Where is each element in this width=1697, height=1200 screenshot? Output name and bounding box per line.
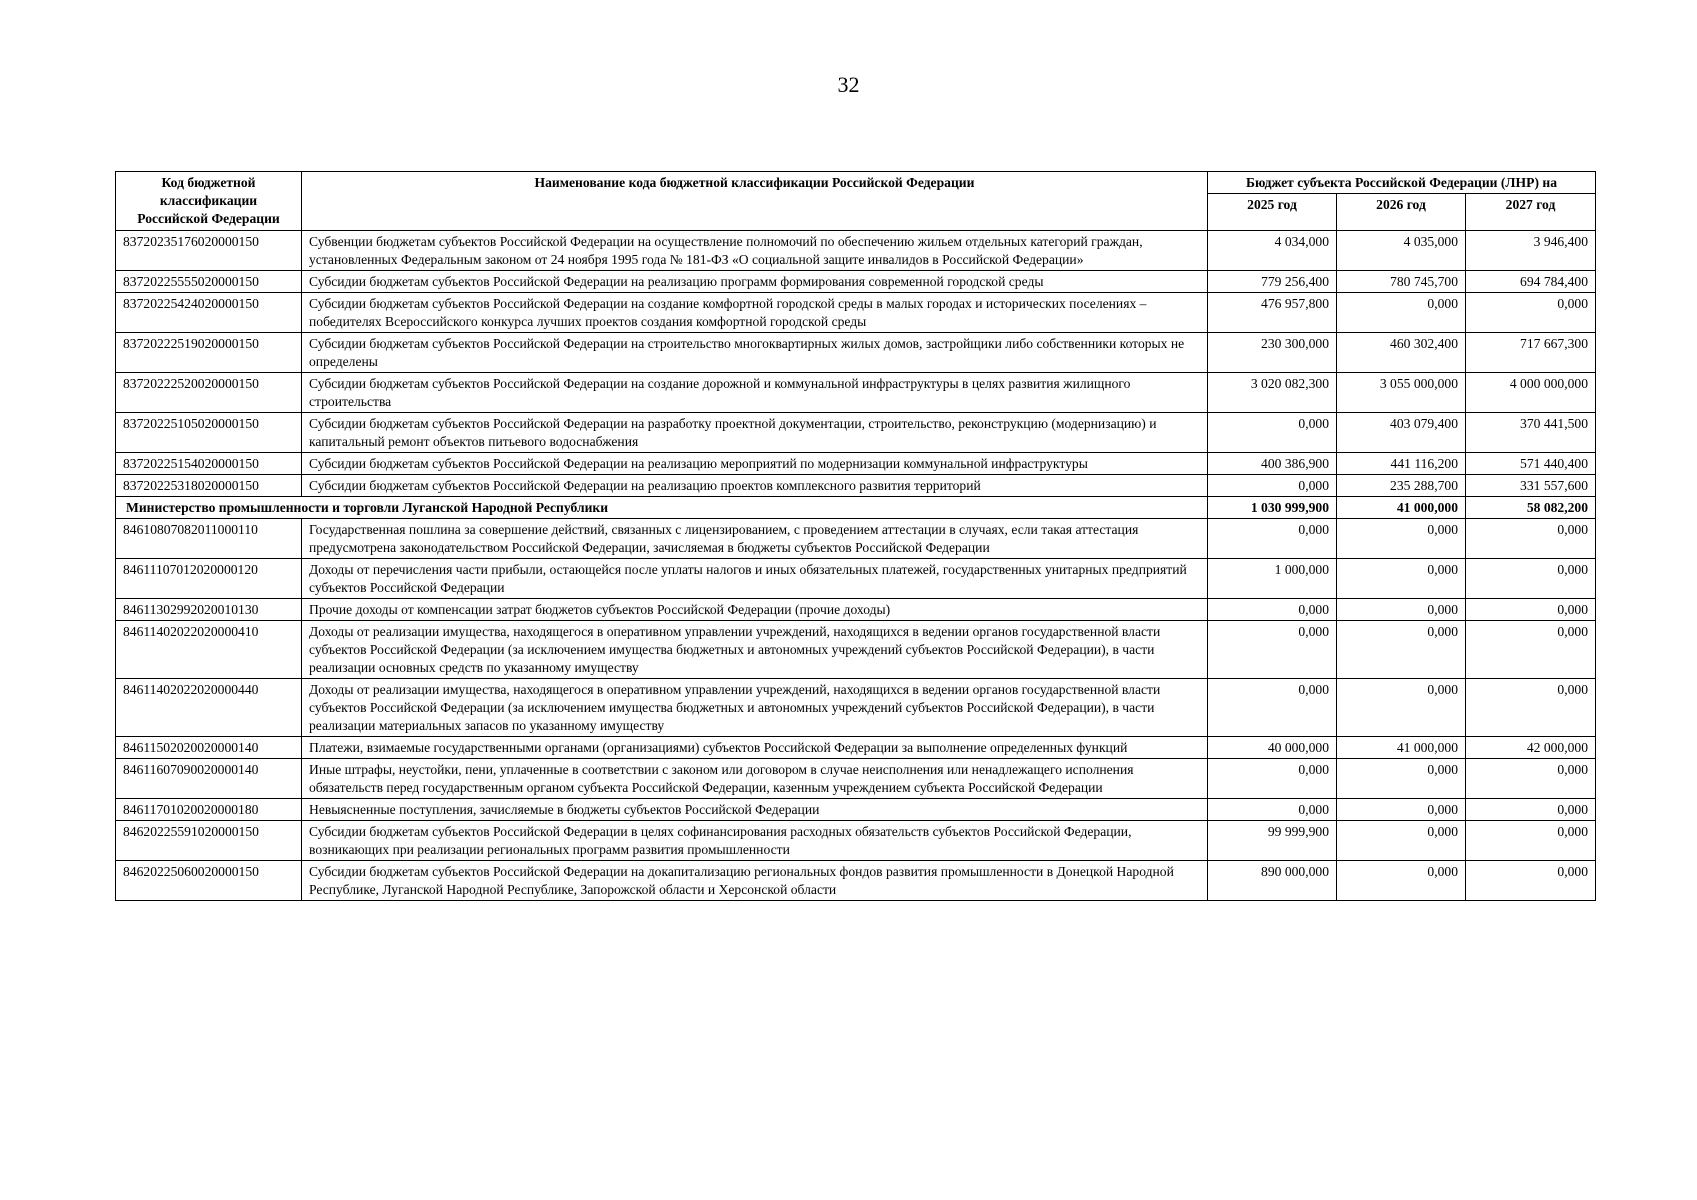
amount-2025: 0,000 [1208,519,1337,559]
code-description: Субсидии бюджетам субъектов Российской Федерации на строительство многоквартирных жилых домов, застройщики либо собственники которых не определены [302,333,1208,373]
amount-2027: 0,000 [1466,621,1596,679]
amount-2025: 1 000,000 [1208,559,1337,599]
code-description: Субсидии бюджетам субъектов Российской Федерации на разработку проектной документации, строительство, реконструкцию (модернизацию) и капитальный ремонт объектов питьевого водоснабжения [302,413,1208,453]
amount-2025: 400 386,900 [1208,453,1337,475]
amount-2027: 717 667,300 [1466,333,1596,373]
amount-2027: 0,000 [1466,559,1596,599]
code-description: Доходы от реализации имущества, находящегося в оперативном управлении учреждений, находящихся в ведении органов государственной власти субъектов Российской Федерации (за исключением имущества бюджетных и автономных учреждений субъектов Российской Федерации), в части реализации основных средств по указанному имуществу [302,621,1208,679]
amount-2025: 3 020 082,300 [1208,373,1337,413]
code-description: Субсидии бюджетам субъектов Российской Федерации в целях софинансирования расходных обязательств субъектов Российской Федерации, возникающих при реализации региональных программ развития промышленности [302,821,1208,861]
section-name: Министерство промышленности и торговли Луганской Народной Республики [116,497,1208,519]
header-year-2026: 2026 год [1337,194,1466,231]
table-row [116,621,1596,679]
table-row [116,861,1596,901]
code-description: Платежи, взимаемые государственными органами (организациями) субъектов Российской Федерации за выполнение определенных функций [302,737,1208,759]
amount-2026: 0,000 [1337,679,1466,737]
budget-code: 84611502020020000140 [116,737,302,759]
amount-2027: 42 000,000 [1466,737,1596,759]
budget-table [115,171,1596,901]
amount-2027: 0,000 [1466,861,1596,901]
amount-2025: 476 957,800 [1208,293,1337,333]
code-description: Государственная пошлина за совершение действий, связанных с лицензированием, с проведением аттестации в случаях, если такая аттестация предусмотрена законодательством Российской Федерации, зачисляемая в бюджеты субъектов Российской Федерации [302,519,1208,559]
table-row [116,333,1596,373]
amount-2027: 0,000 [1466,293,1596,333]
amount-2025: 0,000 [1208,475,1337,497]
table-row [116,679,1596,737]
code-description: Субсидии бюджетам субъектов Российской Федерации на реализацию проектов комплексного развития территорий [302,475,1208,497]
amount-2026: 41 000,000 [1337,497,1466,519]
table-row [116,737,1596,759]
budget-code: 84610807082011000110 [116,519,302,559]
code-description: Субсидии бюджетам субъектов Российской Федерации на создание комфортной городской среды в малых городах и исторических поселениях – победителях Всероссийского конкурса лучших проектов создания комфортной городской среды [302,293,1208,333]
amount-2026: 0,000 [1337,799,1466,821]
budget-code: 84611701020020000180 [116,799,302,821]
budget-code: 84611402022020000440 [116,679,302,737]
amount-2026: 4 035,000 [1337,231,1466,271]
budget-code: 83720225555020000150 [116,271,302,293]
table-row [116,599,1596,621]
amount-2027: 571 440,400 [1466,453,1596,475]
code-description: Невыясненные поступления, зачисляемые в бюджеты субъектов Российской Федерации [302,799,1208,821]
amount-2026: 460 302,400 [1337,333,1466,373]
code-description: Прочие доходы от компенсации затрат бюджетов субъектов Российской Федерации (прочие доходы) [302,599,1208,621]
amount-2027: 694 784,400 [1466,271,1596,293]
budget-code: 84611402022020000410 [116,621,302,679]
code-description: Иные штрафы, неустойки, пени, уплаченные в соответствии с законом или договором в случае неисполнения или ненадлежащего исполнения обязательств перед государственным органом субъекта Российской Федерации, казенным учреждением субъекта Российской Федерации [302,759,1208,799]
amount-2027: 370 441,500 [1466,413,1596,453]
table-row [116,293,1596,333]
amount-2025: 40 000,000 [1208,737,1337,759]
amount-2027: 0,000 [1466,519,1596,559]
table-row [116,519,1596,559]
page-number: 32 [837,72,860,97]
amount-2026: 0,000 [1337,821,1466,861]
amount-2025: 0,000 [1208,759,1337,799]
amount-2026: 0,000 [1337,293,1466,333]
table-row [116,413,1596,453]
amount-2026: 41 000,000 [1337,737,1466,759]
amount-2025: 0,000 [1208,599,1337,621]
code-description: Субсидии бюджетам субъектов Российской Федерации на реализацию программ формирования современной городской среды [302,271,1208,293]
amount-2026: 403 079,400 [1337,413,1466,453]
table-row [116,821,1596,861]
amount-2027: 58 082,200 [1466,497,1596,519]
code-description: Доходы от перечисления части прибыли, остающейся после уплаты налогов и иных обязательных платежей, государственных унитарных предприятий субъектов Российской Федерации [302,559,1208,599]
amount-2025: 779 256,400 [1208,271,1337,293]
code-description: Доходы от реализации имущества, находящегося в оперативном управлении учреждений, находящихся в ведении органов государственной власти субъектов Российской Федерации (за исключением имущества бюджетных и автономных учреждений субъектов Российской Федерации), в части реализации материальных запасов по указанному имуществу [302,679,1208,737]
amount-2025: 0,000 [1208,679,1337,737]
amount-2025: 0,000 [1208,621,1337,679]
header-code: Код бюджетной классификации Российской Федерации [116,172,302,231]
amount-2027: 4 000 000,000 [1466,373,1596,413]
budget-code: 83720225424020000150 [116,293,302,333]
table-row [116,271,1596,293]
table-row [116,453,1596,475]
budget-code: 84611107012020000120 [116,559,302,599]
header-year-2027: 2027 год [1466,194,1596,231]
budget-code: 83720225318020000150 [116,475,302,497]
amount-2025: 230 300,000 [1208,333,1337,373]
table-row [116,475,1596,497]
table-row [116,373,1596,413]
table-body [116,231,1596,901]
amount-2026: 0,000 [1337,621,1466,679]
amount-2025: 0,000 [1208,799,1337,821]
amount-2027: 331 557,600 [1466,475,1596,497]
budget-code: 83720222519020000150 [116,333,302,373]
amount-2026: 0,000 [1337,861,1466,901]
amount-2025: 99 999,900 [1208,821,1337,861]
amount-2026: 0,000 [1337,759,1466,799]
amount-2026: 0,000 [1337,519,1466,559]
budget-code: 84611607090020000140 [116,759,302,799]
header-year-2025: 2025 год [1208,194,1337,231]
budget-code: 83720235176020000150 [116,231,302,271]
budget-code: 83720225105020000150 [116,413,302,453]
header-name: Наименование кода бюджетной классификации Российской Федерации [302,172,1208,231]
amount-2026: 235 288,700 [1337,475,1466,497]
amount-2027: 0,000 [1466,759,1596,799]
budget-code: 84611302992020010130 [116,599,302,621]
code-description: Субвенции бюджетам субъектов Российской Федерации на осуществление полномочий по обеспечению жильем отдельных категорий граждан, установленных Федеральным законом от 24 ноября 1995 года № 181-ФЗ «О социальной защите инвалидов в Российской Федерации» [302,231,1208,271]
header-row [116,172,1596,194]
amount-2026: 441 116,200 [1337,453,1466,475]
amount-2026: 780 745,700 [1337,271,1466,293]
amount-2027: 0,000 [1466,821,1596,861]
amount-2026: 3 055 000,000 [1337,373,1466,413]
budget-code: 83720225154020000150 [116,453,302,475]
amount-2027: 0,000 [1466,799,1596,821]
table-row [116,559,1596,599]
table-row [116,759,1596,799]
table-row [116,799,1596,821]
amount-2025: 1 030 999,900 [1208,497,1337,519]
budget-code: 84620225591020000150 [116,821,302,861]
header-budget: Бюджет субъекта Российской Федерации (ЛНР) на [1208,172,1596,194]
table-row [116,231,1596,271]
amount-2026: 0,000 [1337,559,1466,599]
amount-2025: 4 034,000 [1208,231,1337,271]
code-description: Субсидии бюджетам субъектов Российской Федерации на реализацию мероприятий по модернизации коммунальной инфраструктуры [302,453,1208,475]
section-row [116,497,1596,519]
code-description: Субсидии бюджетам субъектов Российской Федерации на создание дорожной и коммунальной инфраструктуры в целях развития жилищного строительства [302,373,1208,413]
amount-2027: 0,000 [1466,599,1596,621]
amount-2027: 0,000 [1466,679,1596,737]
budget-code: 83720222520020000150 [116,373,302,413]
amount-2025: 0,000 [1208,413,1337,453]
amount-2027: 3 946,400 [1466,231,1596,271]
amount-2026: 0,000 [1337,599,1466,621]
code-description: Субсидии бюджетам субъектов Российской Федерации на докапитализацию региональных фондов развития промышленности в Донецкой Народной Республике, Луганской Народной Республике, Запорожской области и Херсонской области [302,861,1208,901]
amount-2025: 890 000,000 [1208,861,1337,901]
budget-code: 84620225060020000150 [116,861,302,901]
